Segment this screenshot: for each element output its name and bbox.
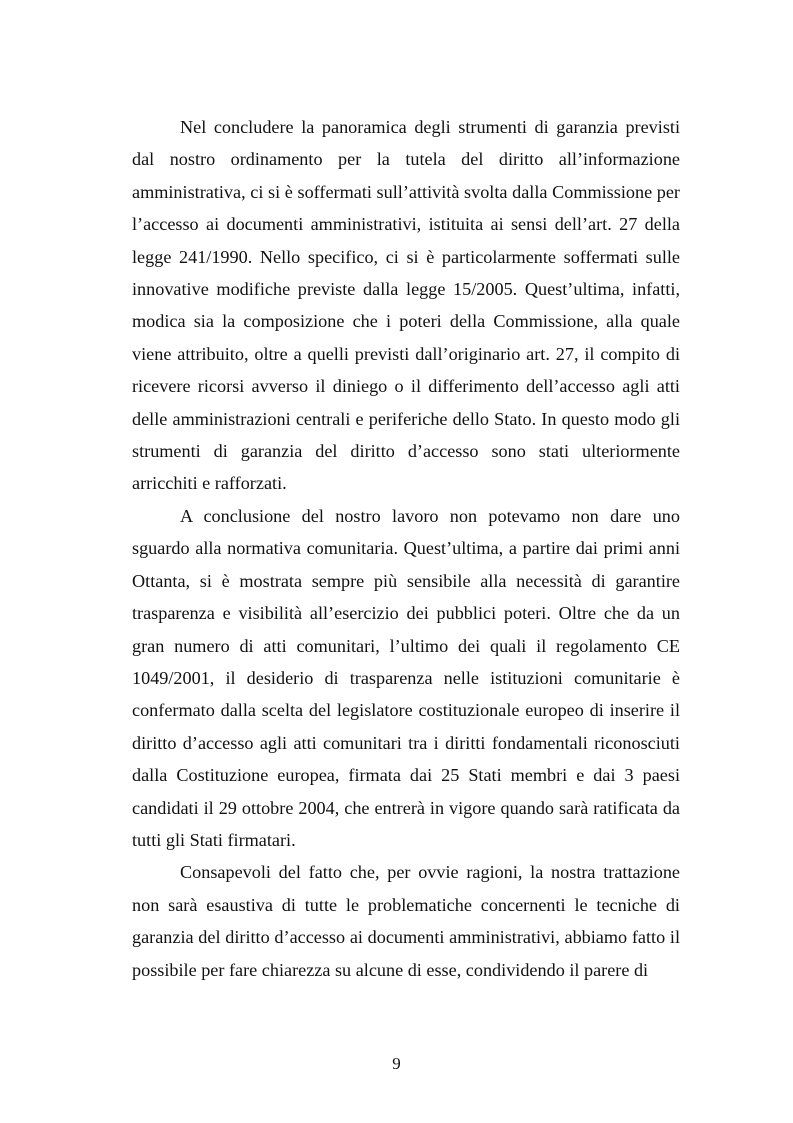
paragraph-2: A conclusione del nostro lavoro non potevamo non dare uno sguardo alla normativa comunitaria. Quest’ultima, a partire dai primi anni Ottanta, si è mostrata sempre più sensibile alla necessità di garantire trasparenza e visibilità all’esercizio dei pubblici poteri. Oltre che da un gran numero di atti comunitari, l’ultimo dei quali il regolamento CE 1049/2001, il desiderio di trasparenza nelle istituzioni comunitarie è confermato dalla scelta del legislatore costituzionale europeo di inserire il diritto d’accesso agli atti comunitari tra i diritti fondamentali riconosciuti dalla Costituzione europea, firmata dai 25 Stati membri e dai 3 paesi candidati il 29 ottobre 2004, che entrerà in vigore quando sarà ratificata da tutti gli Stati firmatari. — [132, 505, 680, 850]
body-text — [132, 111, 680, 986]
page-number: 9 — [392, 1054, 401, 1073]
paragraph-1: Nel concludere la panoramica degli strumenti di garanzia previsti dal nostro ordinamento per la tutela del diritto all’informazione amministrativa, ci si è soffermati sull’attività svolta dalla Commissione per l’accesso ai documenti amministrativi, istituita ai sensi dell’art. 27 della legge 241/1990. Nello specifico, ci si è particolarmente soffermati sulle innovative modifiche previste dalla legge 15/2005. Quest’ultima, infatti, modica sia la composizione che i poteri della Commissione, alla quale viene attribuito, oltre a quelli previsti dall’originario art. 27, il compito di ricevere ricorsi avverso il diniego o il differimento dell’accesso agli atti delle amministrazioni centrali e periferiche dello Stato. In questo modo gli strumenti di garanzia del diritto d’accesso sono stati ulteriormente arricchiti e rafforzati. — [132, 117, 680, 494]
paragraph-3: Consapevoli del fatto che, per ovvie ragioni, la nostra trattazione non sarà esaustiva di tutte le problematiche concernenti le tecniche di garanzia del diritto d’accesso ai documenti amministrativi, abbiamo fatto il possibile per fare chiarezza su alcune di esse, condividendo il parere di — [132, 862, 680, 980]
